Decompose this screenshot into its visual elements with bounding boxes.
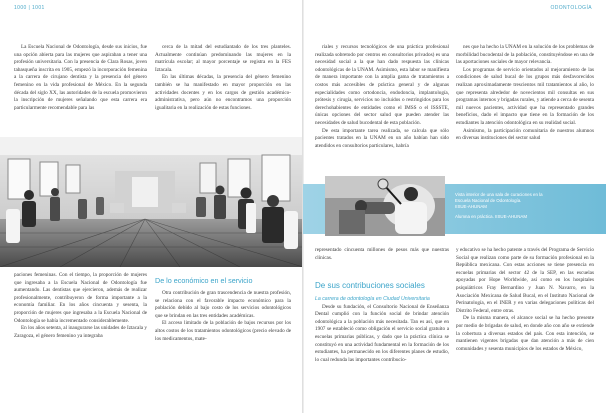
paragraph: La Escuela Nacional de Odontología, desde sus inicios, fue una opción abierta para las mujeres que aspiraban a tener una profesión universitaria. Con la presencia de Clara Rosas, joven tabasqueña inscrita en 1905, empezó la incorporación femenina a la carrera de cirujano dentista y la presencia del género femenino en la vida profesional de México. En la segunda década del siglo XX, las autoridades de la escuela promovieron la inscripción de mujeres señalando que esta carrera era particularmente recomendable para las [14, 44, 147, 111]
right-col1-bottom [315, 296, 449, 408]
paragraph: Desde su fundación, el Consultorio Nacional de Enseñanza Dental cumplió con la función social de brindar atención odontológica a la población más necesitada. Tan es así, que en 1907 se estableció como obligación el servicio social gratuito a escuelas primarias públicas, y dado que la práctica clínica se constituyó en una actividad fundamental en la formación de los estudiantes, ha permanecido en los diferentes planes de estudio, lo cual redunda las importantes contribucio- [315, 303, 449, 363]
paragraph: Asimismo, la participación comunitaria de nuestros alumnos en diversas instituciones del sector salud [456, 127, 594, 142]
paragraph: En los años setenta, al inaugurarse las unidades de Iztacala y Zaragoza, el género femenino ya integraba [14, 325, 147, 339]
right-col2-bottom-text [456, 247, 594, 408]
paragraph: y educativo se ha hecho patente a través del Programa de Servicio Social que realizan como parte de su formación profesional en la República mexicana. Con estas acciones se tiene presencia en escuelas primarias del sector 42 de la SEP, en las escuelas apoyadas por Hope Worldwide, así como en los hospitales psiquiátricos Fray Bernardino y Juan N. Navarro, en la Asociación Mexicana de Salud Bucal, en el Instituto Nacional de Perinatología, en el INER y en varias delegaciones políticas del Distrito Federal, entre otras. [456, 247, 594, 314]
left-running-head: 1000 | 1001 [14, 5, 45, 11]
caption-line-5: Alumna en práctica. IISUE-AHUNAM [455, 214, 527, 219]
section-title-social: De sus contribuciones sociales [315, 281, 425, 290]
right-col1-mid-text [315, 247, 449, 265]
caption-line-2: Escuela Nacional de Odontología. [455, 198, 522, 203]
paragraph: De esta importante tarea realizada, se calcula que sólo pacientes tratados en la UNAM en un año habían han sido atendidos en consultorios particulares, habría [315, 127, 449, 149]
paragraph: En las últimas décadas, la presencia del género femenino también se ha manifestado en mayor proporción en las actividades docentes y en los cargos de gestión académico-administrativa, pero aún no encontramos una proporción igualitaria en la realización de estas funciones. [155, 74, 291, 111]
paragraph: Los programas de servicio orientados al mejoramiento de las condiciones de salud bucal de los grupos más desfavorecidos realizan aproximadamente trescientos mil tratamientos al año, lo que representa alrededor de novecientos mil consultas en sus programas internos y brigadas rurales, y atiende a cerca de sesenta mil nuevos pacientes, actividad que ha representado grandes beneficios, dado el impacto que tiene en la formación de los estudiantes la atención odontológica en su realidad social. [456, 66, 594, 126]
right-col2-top-text [456, 44, 594, 192]
paragraph: paciones femeninas. Con el tiempo, la proporción de mujeres que ingresaba a la Escuela Nacional de Odontología fue aumentando. Las dentistas que ejercieron, además de realizar profesionalmente, contribuyeron de forma importante a la economía familiar. En los años cincuenta y sesenta, la proporción de mujeres que ingresaba a la Escuela Nacional de Odontología se había incrementado considerablemente. [14, 272, 147, 324]
section-title-economic: De lo económico en el servicio [155, 276, 253, 285]
historic-clinic-photo [0, 137, 303, 267]
sub-title-ciudad-universitaria: La carrera de odontología en Ciudad Universitaria [315, 296, 430, 302]
paragraph: Otra contribución de gran trascendencia de nuestra profesión, se relaciona con el favorable impacto económico para la población debido al bajo costo de los servicios odontológicos que se brindan en las tres entidades académicas. [155, 290, 291, 319]
caption-line-3: IISUE-AHUNAM [455, 204, 487, 209]
caption-line-1: Vista interior de una sala de curaciones en la [455, 192, 543, 197]
right-running-head: ODONTOLOGÍA [550, 5, 592, 11]
photo-caption [455, 192, 595, 220]
paragraph: nes que ha hecho la UNAM en la solución de los problemas de morbilidad bucodental de la población, constituyéndose en una de las aportaciones sociales de mayor relevancia. [456, 44, 594, 66]
right-col1-top-text [315, 44, 449, 192]
left-col2-top-text [155, 44, 291, 128]
left-col1-bottom-text [14, 272, 147, 408]
historic-dental-clinic-photo-icon [0, 137, 303, 267]
paragraph: El acceso limitado de la población de bajos recursos por los altos costos de los tratamientos odontológicos (precio elevado de los medicamentos, mate- [155, 320, 291, 342]
paragraph: De la misma manera, el alcance social se ha hecho presente por medio de brigadas de salud, en donde año con año se extiende la cobertura a diversas estados del país. Con esta intención, se mantienen vigentes brigadas que dan atención a más de cien comunidades y sesenta municipios de los estados de México, [456, 315, 594, 352]
student-practice-photo [325, 176, 445, 236]
paragraph: representado cincuenta millones de pesos más que nuestras clínicas. [315, 247, 449, 261]
right-page [303, 0, 606, 413]
left-col2-bottom-text [155, 290, 291, 408]
right-col1-bottom-text [315, 304, 449, 365]
left-col1-top-text [14, 44, 147, 128]
paragraph: riales y recursos tecnológicos de una práctica profesional realizada sobretodo por centros en consultorios privados) es una necesidad social a la que han dado respuesta las clínicas odontológicas de la UNAM. Asimismo, esta labor se manifiesta de manera importante con la amplia gama de tratamientos a costos más accesibles de práctica general y de algunas especialidades como ortodoncia, endodoncia, implantología, prótesis y cirugía, servicios no incluidos o restringidos para los derechohabientes de entidades como el IMSS o el ISSSTE, únicas opciones del sector salud que pueden atender las necesidades de salud bucodental de esta población. [315, 44, 449, 126]
paragraph: cerca de la mitad del estudiantado de los tres planteles. Actualmente continúan predominando las mujeres en la matrícula escolar; al mayor porcentaje se registra en la FES Iztacala. [155, 44, 291, 73]
student-dental-practice-photo-icon [325, 176, 445, 236]
